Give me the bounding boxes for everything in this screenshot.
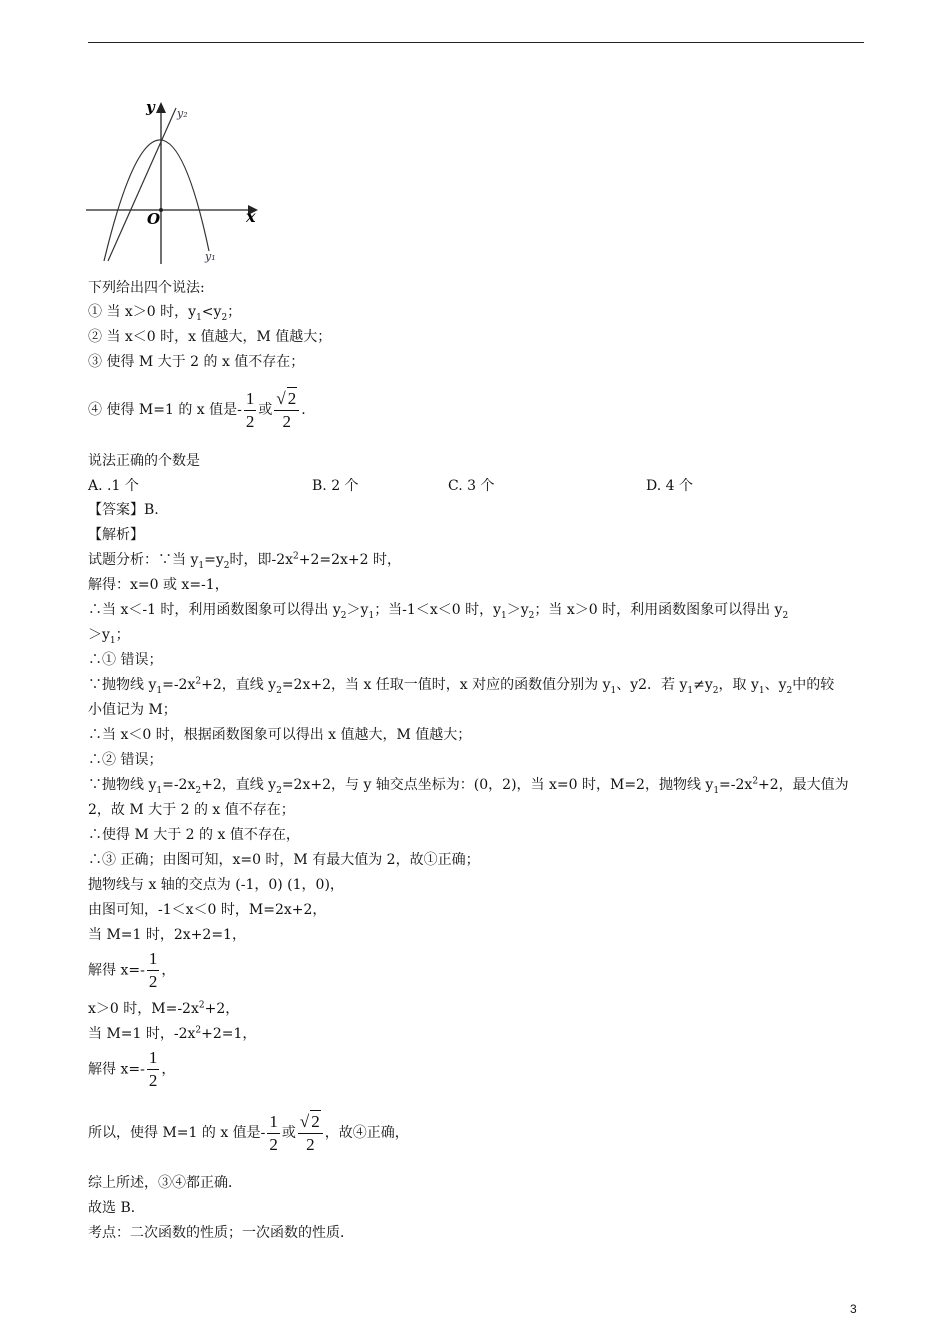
solution-line: ∵抛物线 $y_1=-2x^2+2$，直线 $y_2=2x+2$，当 x 任取一值时，x 对应的函数值分别为 $y_1$、y2．若 $y_1\ne y_2$，取 $y_1$、$y_2$中的较 (88, 676, 835, 696)
option-c: C. 3 个 (448, 478, 495, 494)
option-a: A. .1 个 (88, 478, 139, 494)
knowledge-point: 考点：二次函数的性质；一次函数的性质． (88, 1225, 354, 1241)
option-d: D. 4 个 (646, 478, 693, 494)
y-axis-arrow-icon (156, 102, 166, 113)
solution-line: 抛物线与 x 轴的交点为 (-1，0) (1，0)， (88, 877, 344, 893)
y1-label: y₁ (205, 250, 216, 263)
fraction: $\frac{1}{2}$ (148, 1048, 158, 1090)
origin-label: O (147, 210, 161, 228)
parabola-y1 (104, 140, 209, 261)
statement-4: ④ 使得 M=1 的 x 值是- $\frac{1}{2}$ 或 $\frac{√ 2}{2}$ . (88, 388, 306, 431)
solution-line: 试题分析：∵当 $y_1=y_2$时，即$-2x^2+2=2x+2$ 时， (88, 551, 402, 571)
fraction: $\frac{1}{2}$ (148, 949, 158, 991)
answer-text: 【答案】B. (88, 502, 159, 518)
solution-line: ∴使得 M 大于 2 的 x 值不存在， (88, 827, 300, 843)
line-y2 (108, 108, 176, 261)
header-rule (88, 42, 864, 43)
x-axis-label: x (246, 207, 256, 226)
solution-line: ∵抛物线 $y_1=-2x_2+2$，直线 $y_2=2x+2$，与 y 轴交点坐标为：(0，2)，当 x=0 时，M=2，抛物线 $y_1=-2x^2+2$，最大值为 (88, 776, 849, 796)
statement-2: ② 当 x＜0 时，x 值越大，M 值越大； (88, 329, 332, 345)
fraction-sqrt: $\frac{√ 2}{2}$ (298, 1110, 323, 1156)
solution-line: 所以，使得 M=1 的 x 值是- $\frac{1}{2}$ 或 $\frac{√ 2}{2}$ ，故④正确， (88, 1111, 409, 1154)
solution-line: 解得 x=- $\frac{1}{2}$ ， (88, 1048, 176, 1090)
solution-line: 当 M=1 时，2x+2=1， (88, 927, 246, 943)
statement-3: ③ 使得 M 大于 2 的 x 值不存在； (88, 354, 305, 370)
solution-line: ∴当 x＜0 时，根据函数图象可以得出 x 值越大，M 值越大； (88, 727, 472, 743)
fraction: $\frac{1}{2}$ (245, 388, 255, 431)
y-axis-label: y (146, 98, 155, 116)
solution-line: 解得：x=0 或 x=-1， (88, 577, 229, 593)
solution-line: ∴当 x＜-1 时，利用函数图象可以得出 $y_2>y_1$；当-1＜x＜0 时，$y_1>y_2$；当 x＞0 时，利用函数图象可以得出 $y_2$ (88, 602, 789, 621)
solution-line: 2，故 M 大于 2 的 x 值不存在； (88, 802, 295, 818)
solution-line: 解得 x=- $\frac{1}{2}$ ， (88, 949, 176, 991)
solution-line: $>y_1$； (88, 627, 130, 646)
solution-line: ∴③ 正确；由图可知，x=0 时，M 有最大值为 2，故①正确； (88, 852, 480, 868)
intro-text: 下列给出四个说法: (88, 280, 205, 296)
page-number: 3 (850, 1302, 857, 1316)
fraction-sqrt: $\frac{√ 2}{2}$ (274, 387, 299, 433)
solution-line: 当 M=1 时，$-2x^2+2=1$， (88, 1025, 257, 1042)
analysis-heading: 【解析】 (88, 527, 144, 543)
solution-line: 故选 B． (88, 1200, 145, 1216)
solution-line: ∴② 错误； (88, 752, 163, 768)
solution-line: x＞0 时，$M=-2x^2+2$， (88, 1000, 240, 1017)
solution-line: 小值记为 M； (88, 702, 177, 718)
solution-line: 由图可知，-1＜x＜0 时，M=2x+2， (88, 902, 327, 918)
question-text: 说法正确的个数是 (88, 453, 200, 469)
statement-1: ① 当 x＞0 时，$y_1<y_2$； (88, 304, 242, 323)
fraction: $\frac{1}{2}$ (269, 1111, 278, 1154)
option-b: B. 2 个 (312, 478, 359, 494)
y2-label: y₂ (177, 107, 188, 120)
function-graph (86, 96, 266, 266)
solution-line: 综上所述，③④都正确． (88, 1175, 242, 1191)
options-row (88, 477, 864, 495)
solution-line: ∴① 错误； (88, 652, 163, 668)
